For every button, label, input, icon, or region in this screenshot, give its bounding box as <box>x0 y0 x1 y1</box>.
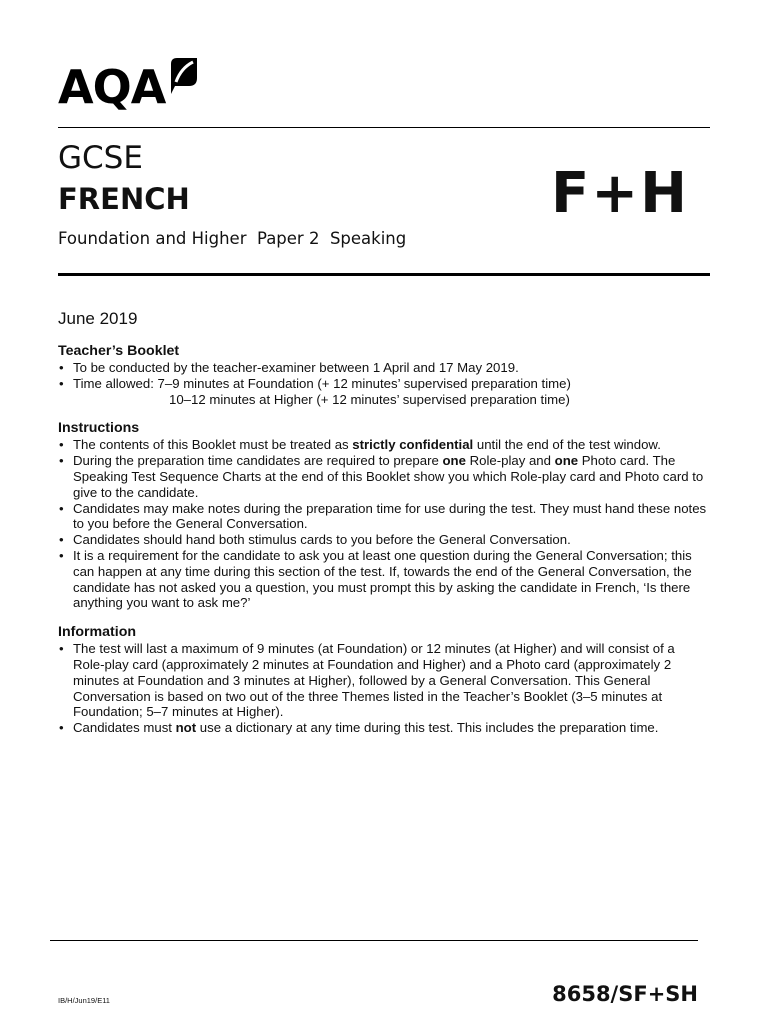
exam-date: June 2019 <box>58 309 138 328</box>
list-item: • The test will last a maximum of 9 minutes (at Foundation) or 12 minutes (at Higher) and will consist of a Role-play card (approximately 2 minutes at Foundation and Higher) and a Photo card (approximately 2 minutes at Foundation and 3 minutes at Higher), followed by a General Conversation. This General Conversation is based on two out of the three Themes listed in the Teacher’s Booklet (3–5 minutes at Foundation; 5–7 minutes at Higher). <box>58 641 708 720</box>
booklet-heading: Teacher’s Booklet <box>58 343 180 359</box>
information-heading: Information <box>58 624 137 641</box>
list-item: • Candidates must not use a dictionary at any time during this test. This includes the preparation time. <box>58 720 708 736</box>
header-bottom-rule <box>58 273 710 276</box>
time-continuation: 10–12 minutes at Higher (+ 12 minutes’ supervised preparation time) <box>169 391 570 407</box>
logo-text: AQA <box>58 60 166 114</box>
list-item: • To be conducted by the teacher-examiner between 1 April and 17 May 2019. <box>58 360 708 376</box>
subject-title: FRENCH <box>58 182 190 216</box>
header-top-rule <box>58 127 710 128</box>
list-item: • Time allowed: 7–9 minutes at Foundation (+ 12 minutes’ supervised preparation time) <box>58 376 708 392</box>
list-item: • Candidates should hand both stimulus cards to you before the General Conversation. <box>58 532 708 548</box>
leaf-icon <box>169 56 199 96</box>
list-item: • During the preparation time candidates are required to prepare one Role-play and one Photo card. The Speaking Test Sequence Charts at the end of this Booklet show you which Role-play card and Photo card to give to the candidate. <box>58 453 708 500</box>
aqa-logo <box>58 54 199 114</box>
document-body <box>58 343 708 736</box>
list-item: • It is a requirement for the candidate to ask you at least one question during the General Conversation; this can happen at any time during this section of the test. If, towards the end of the General Conversation, the candidate has not asked you a question, you must prompt this by asking the candidate in French, ‘Is there anything you want to ask me?’ <box>58 548 708 611</box>
information-list <box>58 641 708 736</box>
paper-title: Foundation and Higher Paper 2 Speaking <box>58 229 407 248</box>
instructions-list <box>58 437 708 611</box>
footer-rule <box>50 940 698 941</box>
paper-code: 8658/SF+SH <box>552 982 698 1006</box>
instructions-heading: Instructions <box>58 420 140 437</box>
list-item: • The contents of this Booklet must be treated as strictly confidential until the end of the test window. <box>58 437 708 453</box>
list-item: • Candidates may make notes during the preparation time for use during the test. They must hand these notes to you before the General Conversation. <box>58 501 708 533</box>
footer-reference: IB/H/Jun19/E11 <box>58 996 110 1005</box>
qualification-title: GCSE <box>58 140 143 176</box>
booklet-list <box>58 360 708 407</box>
tier-label: F+H <box>551 161 690 226</box>
